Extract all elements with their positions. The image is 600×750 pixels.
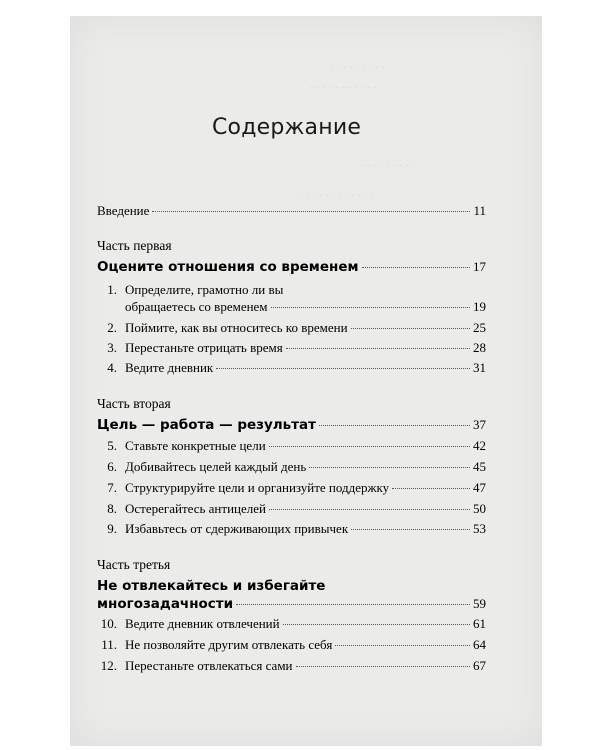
leader-dots (362, 267, 470, 268)
chapter-number: 4. (107, 360, 117, 375)
chapter-number: 11. (101, 637, 117, 652)
part-label-1: Часть первая (97, 238, 172, 253)
leader-dots (392, 488, 470, 489)
toc-intro-label: Введение (97, 203, 150, 218)
leader-dots (216, 368, 470, 369)
chapter-label: Добивайтесь целей каждый день (125, 459, 307, 474)
part-page-3: 59 (473, 596, 486, 611)
leader-dots (335, 645, 470, 646)
part-title-3-line2: многозадачности (97, 596, 234, 612)
chapter-number: 8. (107, 501, 117, 516)
leader-dots (283, 624, 470, 625)
chapter-page: 25 (473, 320, 486, 335)
toc-intro-page: 11 (473, 203, 486, 218)
leader-dots (319, 425, 470, 426)
chapter-page: 61 (473, 616, 486, 631)
chapter-page: 53 (473, 521, 486, 536)
chapter-page: 19 (473, 299, 486, 314)
chapter-label: Перестаньте отрицать время (125, 340, 283, 355)
chapter-number: 2. (107, 320, 117, 335)
toc-chapter-12[interactable] (97, 658, 486, 674)
part-label-3: Часть третья (97, 557, 171, 572)
chapter-page: 31 (473, 360, 486, 375)
chapter-number: 7. (107, 480, 117, 495)
chapter-label: Перестаньте отвлекаться сами (125, 658, 293, 673)
chapter-number: 3. (107, 340, 117, 355)
leader-dots (271, 307, 470, 308)
chapter-number: 12. (100, 658, 117, 673)
leader-dots (286, 348, 470, 349)
chapter-page: 45 (473, 459, 486, 474)
toc-chapter-9[interactable] (97, 521, 486, 537)
toc-chapter-7[interactable] (97, 480, 486, 496)
leader-dots (296, 666, 470, 667)
leader-dots (351, 529, 470, 530)
part-page-2: 37 (473, 417, 486, 432)
part-title-1: Оцените отношения со временем (97, 259, 359, 275)
toc-chapter-5[interactable] (97, 438, 486, 454)
toc-part-3[interactable] (97, 596, 486, 612)
chapter-label-line2: обращаетесь со временем (125, 299, 268, 314)
part-title-3-line1: Не отвлекайтесь и избегайте (97, 578, 326, 594)
chapter-label: Структурируйте цели и организуйте поддержку (125, 480, 390, 495)
chapter-label-line1: Определите, грамотно ли вы (125, 282, 284, 297)
part-page-1: 17 (473, 259, 486, 274)
chapter-label: Ведите дневник (125, 360, 214, 375)
toc-part-2[interactable] (97, 417, 486, 433)
part-title-2: Цель — работа — результат (97, 417, 316, 433)
chapter-page: 28 (473, 340, 486, 355)
chapter-number: 1. (107, 282, 117, 297)
toc-chapter-2[interactable] (97, 320, 486, 336)
toc-intro[interactable] (97, 203, 486, 219)
chapter-number: 10. (100, 616, 117, 631)
chapter-page: 64 (473, 637, 486, 652)
toc-chapter-3[interactable] (97, 340, 486, 356)
toc-chapter-6[interactable] (97, 459, 486, 475)
chapter-page: 47 (473, 480, 486, 495)
part-label-2: Часть вторая (97, 396, 171, 411)
toc-part-1[interactable] (97, 259, 486, 275)
chapter-number: 5. (107, 438, 117, 453)
show-through-text: · · · · · · · · · · · · (300, 190, 375, 202)
leader-dots (351, 328, 470, 329)
chapter-page: 67 (473, 658, 486, 673)
leader-dots (269, 446, 470, 447)
leader-dots (309, 467, 470, 468)
toc-chapter-11[interactable] (97, 637, 486, 653)
chapter-label: Остерегайтесь антицелей (125, 501, 266, 516)
toc-chapter-4[interactable] (97, 360, 486, 376)
show-through-text: · · · · · · · · · · · (310, 82, 378, 94)
toc-chapter-8[interactable] (97, 501, 486, 517)
show-through-text: · · · · · · · · · (330, 62, 385, 74)
chapter-number: 9. (107, 521, 117, 536)
chapter-label: Ставьте конкретные цели (125, 438, 266, 453)
page-title: Содержание (212, 115, 362, 140)
chapter-label: Избавьтесь от сдерживающих привычек (125, 521, 349, 536)
chapter-page: 42 (473, 438, 486, 453)
chapter-label: Поймите, как вы относитесь ко времени (125, 320, 348, 335)
show-through-text: · · · · · · · · · (360, 160, 415, 172)
toc-chapter-1[interactable] (97, 282, 283, 298)
leader-dots (152, 211, 470, 212)
toc-chapter-10[interactable] (97, 616, 486, 632)
toc-chapter-1-line2[interactable] (125, 299, 486, 315)
chapter-page: 50 (473, 501, 486, 516)
chapter-number: 6. (107, 459, 117, 474)
chapter-label: Ведите дневник отвлечений (125, 616, 280, 631)
leader-dots (269, 509, 470, 510)
chapter-label: Не позволяйте другим отвлекать себя (125, 637, 333, 652)
leader-dots (236, 604, 470, 605)
